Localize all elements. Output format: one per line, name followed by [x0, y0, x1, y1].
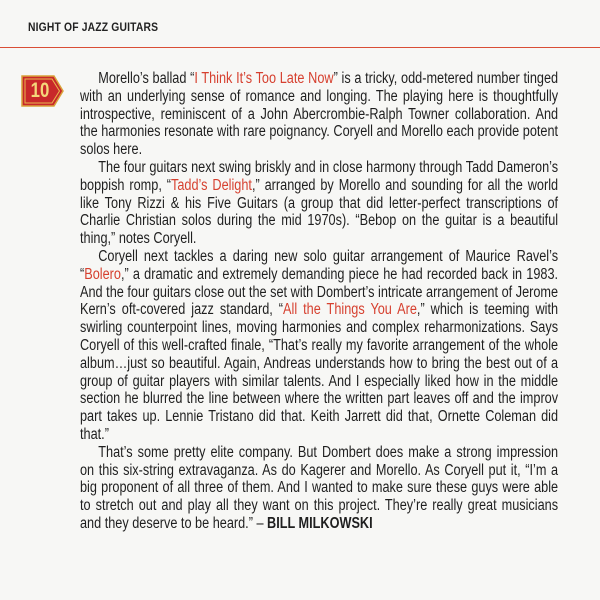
song-title-all-the-things-you-are: All the Things You Are — [283, 301, 417, 319]
paragraph-3 — [80, 248, 558, 444]
paragraph-1-text-a: Morello’s ballad “ — [98, 70, 195, 87]
paragraph-1 — [80, 70, 558, 159]
paragraph-4-text: That’s some pretty elite company. But Dombert does make a strong impression on this six-string extravaganza. As do Kagerer and Morello. As Coryell put it, “I’m a big proponent of all three of them. And I wanted to make sure these guys were able to stretch out and play all they want on this project. They’re really great musicians and they deserve to be heard.” – — [80, 443, 559, 532]
track-number-badge — [20, 74, 64, 108]
paragraph-2-text-a: The four guitars next swing briskly and in close harmony through Tadd Dameron’s boppish romp, “ — [80, 158, 559, 194]
paragraph-1-text-b: ” is a tricky, odd-metered number tinged with an underlying sense of romance and longing. The playing here is thoughtfully introspective, reminiscent of a John Abercrombie-Ralph Towner collaboration. And the harmonies resonate with rare poignancy. Coryell and Morello each provide potent solos here. — [80, 70, 559, 159]
paragraph-2 — [80, 159, 558, 248]
liner-notes-body — [80, 70, 558, 533]
song-title-tadds-delight: Tadd’s Delight — [171, 176, 252, 194]
header-rule — [0, 47, 600, 48]
paragraph-4 — [80, 444, 558, 533]
page-header: NIGHT OF JAZZ GUITARS — [28, 20, 159, 34]
paragraph-3-text-a: Coryell next tackles a daring new solo guitar arrangement of Maurice Ravel’s “ — [80, 247, 559, 283]
paragraph-3-text-b: ,” a dramatic and extremely demanding piece he had recorded back in 1983. And the four guitars close out the set with Dombert’s intricate arrangement of Jerome Kern’s oft-covered jazz standard, “ — [80, 265, 559, 319]
song-title-i-think-its-too-late-now: I Think It’s Too Late Now — [194, 70, 334, 87]
song-title-bolero: Bolero — [84, 265, 121, 283]
paragraph-2-text-b: ,” arranged by Morello and sounding for all the world like Tony Rizzi & his Five Guitars (a group that did letter-perfect transcriptions of Charlie Christian solos during the mid 1970s). “Bebop on the guitar is a beautiful thing,” notes Coryell. — [80, 176, 559, 248]
author-byline: BILL MILKOWSKI — [267, 514, 373, 532]
paragraph-3-text-c: ,” which is teeming with swirling counterpoint lines, moving harmonies and complex reharmonizations. Says Coryell of this well-crafted finale, “That’s really my favorite arrangement of the whole album…just so beautiful. Again, Andreas understands how to bring the best out of a group of guitar players with similar talents. And I especially liked how in the middle section he blurred the line between where the written part leaves off and the improv part takes up. Lennie Tristano did that. Keith Jarrett did that, Ornette Coleman did that.” — [80, 301, 559, 443]
track-number: 10 — [30, 79, 50, 102]
